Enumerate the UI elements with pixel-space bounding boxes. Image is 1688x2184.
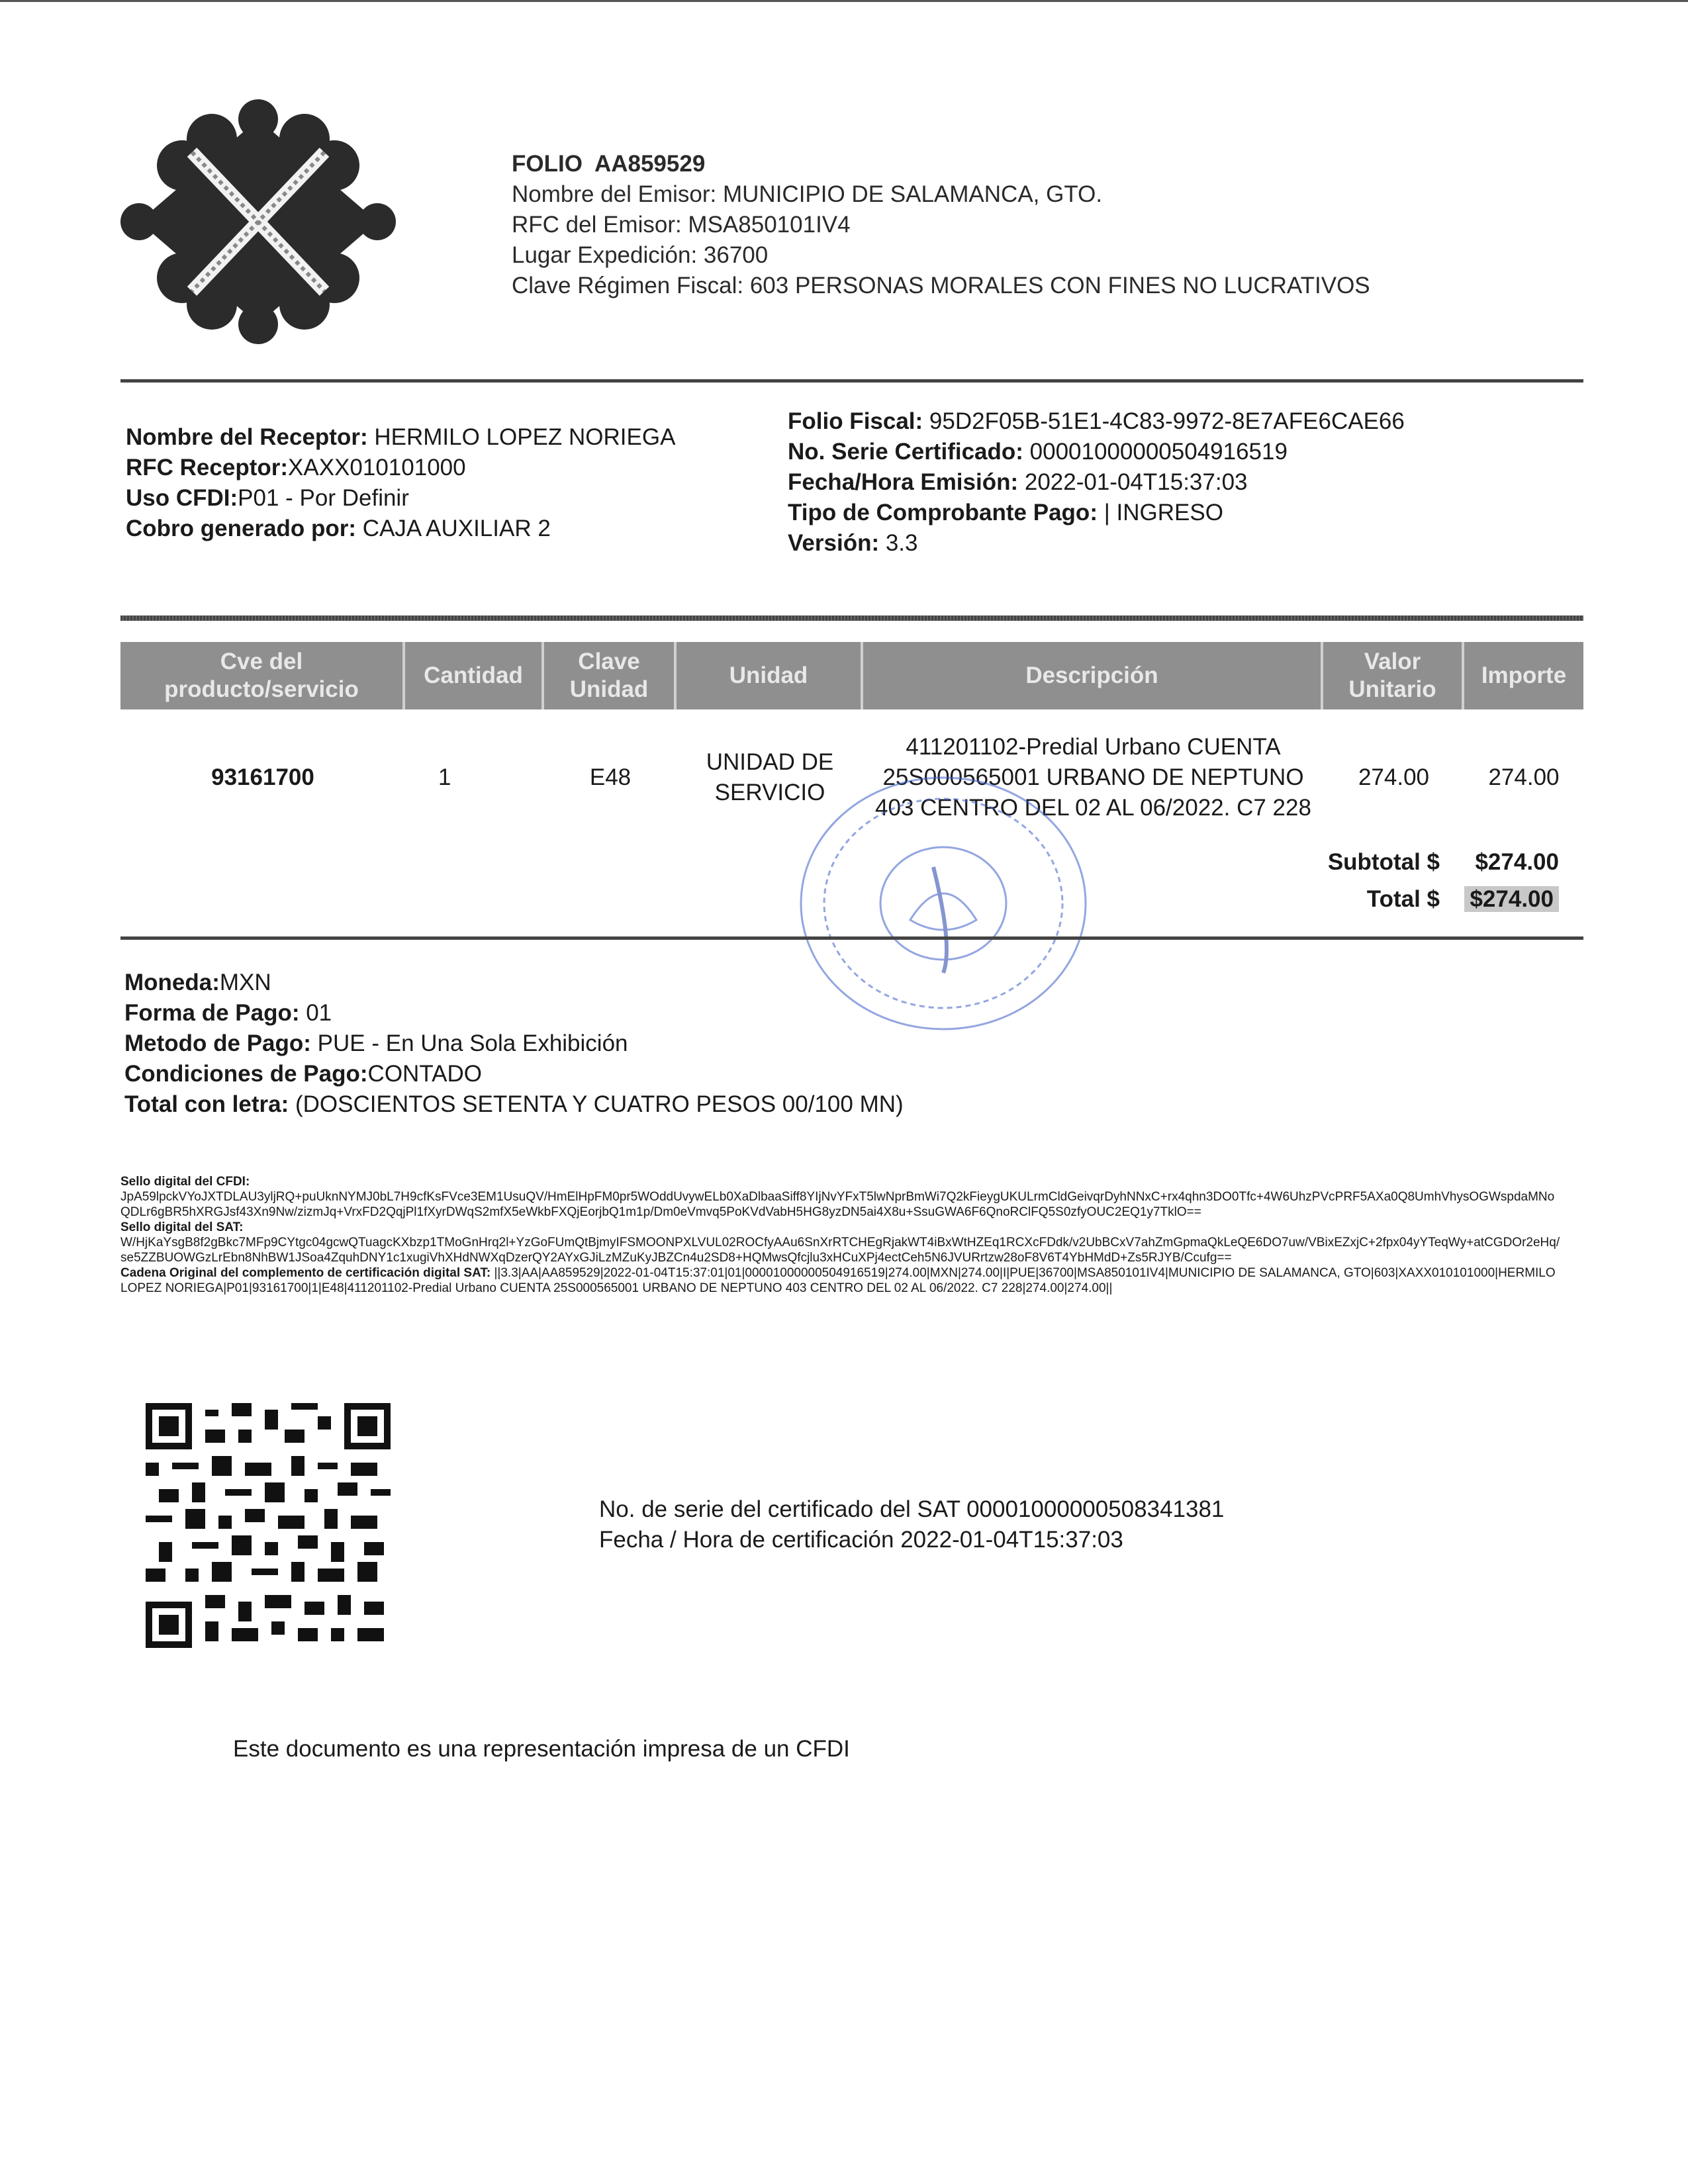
sello-cfdi: JpA59lpckVYoJXTDLAU3yljRQ+puUknNYMJ0bL7H9cfKsFVce3EM1UsuQV/HmElHpFM0pr5WOddUvywELb0XaDlbaaSiff8YIjNvYFxT5lwNprBmWi7Q2kFieygUKULrmCldGeivqrDyhNNxC+rx4qhn3DO0Tfc+4W6UhzPVcPRF5AXa0Q8UmhVhysOGWspdaMNoQDLr6gBR5hXRGJsf43Xn9Nw/zizmJq+VrxFD2QqjPl1fXyrDWqS2mfX5eWkbFXQjEorjbQ1m1p/Dm0eVmvq5PoKVdVabH5HG8yzDN5ai4X8u+SsuGWA6F6QnoRClFQ5S0zfyOUC2EQ1y7TklO== [120,1190,1555,1219]
footer-note: Este documento es una representación impresa de un CFDI [233,1736,850,1762]
col-cantidad: Cantidad [405,642,544,709]
divider [120,936,1583,940]
sello-sat: W/HjKaYsgB8f2gBkc7MFp9CYtgc04gcwQTuagcKXbzp1TMoGnHrq2l+YzGoFUmQtBjmyIFSMOONPXLVUL02ROCfyAAu6SnXrRTCHEgRjakWT4iBxWtHZEq1RCXcFDdk/v2UbBCxV7ahZmGpmaQkLeQE6DO7uw/VBixEZxjC+2fpx04yYTeqWy+atCGDOr2eHq/se5ZZBUOWGzLrEbn8NhBW1JSoa4ZquhDNY1c1xugiVhXHdNWXqDzerQY2AYxGJiLzMZuKyJBZCn4u2SD8+HQMwsQfcjlu3xHCuXPj4ectCeh5N6JVURrtzw28oF8V6T4YbHMdD+Zs5RJYB/Ccufg== [120,1236,1560,1265]
moneda-label: Moneda: [124,970,220,995]
tipo-label: Tipo de Comprobante Pago: [788,500,1098,525]
receptor-nombre: HERMILO LOPEZ NORIEGA [367,424,676,450]
total-label: Total $ [1366,886,1440,912]
col-clave-unidad: Clave Unidad [544,642,677,709]
cell-importe: 274.00 [1488,764,1560,790]
folio-fiscal: 95D2F05B-51E1-4C83-9972-8E7AFE6CAE66 [923,408,1405,434]
letra-line [124,1089,904,1120]
forma-line [124,998,904,1028]
total-value: $274.00 [1464,886,1559,912]
sellos-block [120,1174,1564,1296]
receptor-rfc-label: RFC Receptor: [126,455,289,480]
subtotal-line [1297,844,1559,881]
col-importe: Importe [1481,662,1567,688]
serie-line [788,437,1405,467]
cert-fecha: Fecha / Hora de certificación 2022-01-04T15:37:03 [599,1527,1123,1553]
folio-label: FOLIO [512,151,583,177]
divider [120,379,1583,383]
emisor-block [512,149,1370,301]
receptor-rfc: XAXX010101000 [288,455,466,480]
municipio-logo [119,93,397,351]
metodo-line [124,1028,904,1059]
cell-valor-unitario: 274.00 [1358,764,1430,790]
receptor-cobro-label: Cobro generado por: [126,516,357,541]
serie-label: No. Serie Certificado: [788,439,1023,465]
fecha-label: Fecha/Hora Emisión: [788,469,1019,495]
col-clave: Cve del producto/servicio [120,642,405,709]
subtotal-value: $274.00 [1475,849,1559,875]
folio-line [512,149,1370,179]
receptor-uso-label: Uso CFDI: [126,485,238,511]
condiciones-value: CONTADO [367,1061,482,1087]
tipo-line [788,498,1405,528]
cert-serie: No. de serie del certificado del SAT 00001000000508341381 [599,1496,1225,1522]
cadena-line [120,1265,1564,1296]
serie-value: 00001000000504916519 [1023,439,1288,465]
table-header [120,642,1583,709]
receptor-nombre-line [126,422,675,453]
cell-unidad: UNIDAD DE SERVICIO [706,749,834,805]
emisor-rfc: RFC del Emisor: MSA850101IV4 [512,212,851,238]
receptor-rfc-line [126,453,675,483]
col-valor-unitario: Valor Unitario [1323,642,1464,709]
qr-code [146,1403,391,1648]
fecha-line [788,467,1405,498]
version-value: 3.3 [879,530,918,556]
receptor-nombre-label: Nombre del Receptor: [126,424,368,450]
tipo-value: | INGRESO [1097,500,1223,525]
moneda-value: MXN [219,970,271,995]
col-unidad: Unidad [677,642,863,709]
cell-descripcion: 411201102-Predial Urbano CUENTA 25S000565001 URBANO DE NEPTUNO 403 CENTRO DEL 02 AL 06/2022. C7 228 [875,734,1311,821]
sello-cfdi-label: Sello digital del CFDI: [120,1175,250,1189]
fecha-value: 2022-01-04T15:37:03 [1018,469,1248,495]
emisor-lugar: Lugar Expedición: 36700 [512,242,769,268]
receptor-uso: P01 - Por Definir [238,485,409,511]
folio-value: AA859529 [594,151,706,177]
folio-fiscal-line [788,406,1405,437]
col-descripcion: Descripción [863,642,1323,709]
folio-fiscal-label: Folio Fiscal: [788,408,923,434]
subtotal-label: Subtotal $ [1327,849,1440,875]
version-line [788,528,1405,559]
forma-label: Forma de Pago: [124,1000,300,1026]
fiscal-block [788,406,1405,559]
letra-value: (DOSCIENTOS SETENTA Y CUATRO PESOS 00/100 MN) [289,1091,904,1117]
receptor-uso-line [126,483,675,514]
forma-value: 01 [299,1000,332,1026]
sello-sat-label: Sello digital del SAT: [120,1220,244,1234]
top-edge-line [0,0,1688,2]
metodo-label: Metodo de Pago: [124,1030,311,1056]
cadena-label: Cadena Original del complemento de certificación digital SAT: [120,1266,491,1280]
divider [120,615,1583,621]
emisor-nombre: Nombre del Emisor: MUNICIPIO DE SALAMANCA, GTO. [512,181,1103,207]
total-value-wrap [1440,881,1559,918]
receptor-cobro: CAJA AUXILIAR 2 [356,516,551,541]
totals-block [1297,844,1559,918]
certificacion-block [599,1494,1224,1555]
moneda-line [124,968,904,998]
cell-clave: 93161700 [211,764,314,790]
receptor-block [126,422,675,544]
cell-clave-unidad: E48 [589,764,632,790]
letra-label: Total con letra: [124,1091,289,1117]
version-label: Versión: [788,530,880,556]
total-line [1297,881,1559,918]
cell-cantidad: 1 [438,764,451,790]
metodo-value: PUE - En Una Sola Exhibición [310,1030,628,1056]
cadena-value: ||3.3|AA|AA859529|2022-01-04T15:37:01|01|00001000000504916519|274.00|MXN|274.00|I|PUE|36700|MSA850101IV4|MUNICIPIO DE SALAMANCA, GTO|603|XAXX010101000|HERMILO LOPEZ NORIEGA|P01|93161700|1|E48|411201102-Predial Urbano CUENTA 25S000565001 URBANO DE NEPTUNO 403 CENTRO DEL 02 AL 06/2022. C7 228|274.00|274.00|| [120,1266,1556,1295]
receptor-cobro-line [126,514,675,544]
condiciones-line [124,1059,904,1089]
pago-block [124,968,904,1120]
condiciones-label: Condiciones de Pago: [124,1061,368,1087]
emisor-regimen: Clave Régimen Fiscal: 603 PERSONAS MORALES CON FINES NO LUCRATIVOS [512,273,1370,298]
